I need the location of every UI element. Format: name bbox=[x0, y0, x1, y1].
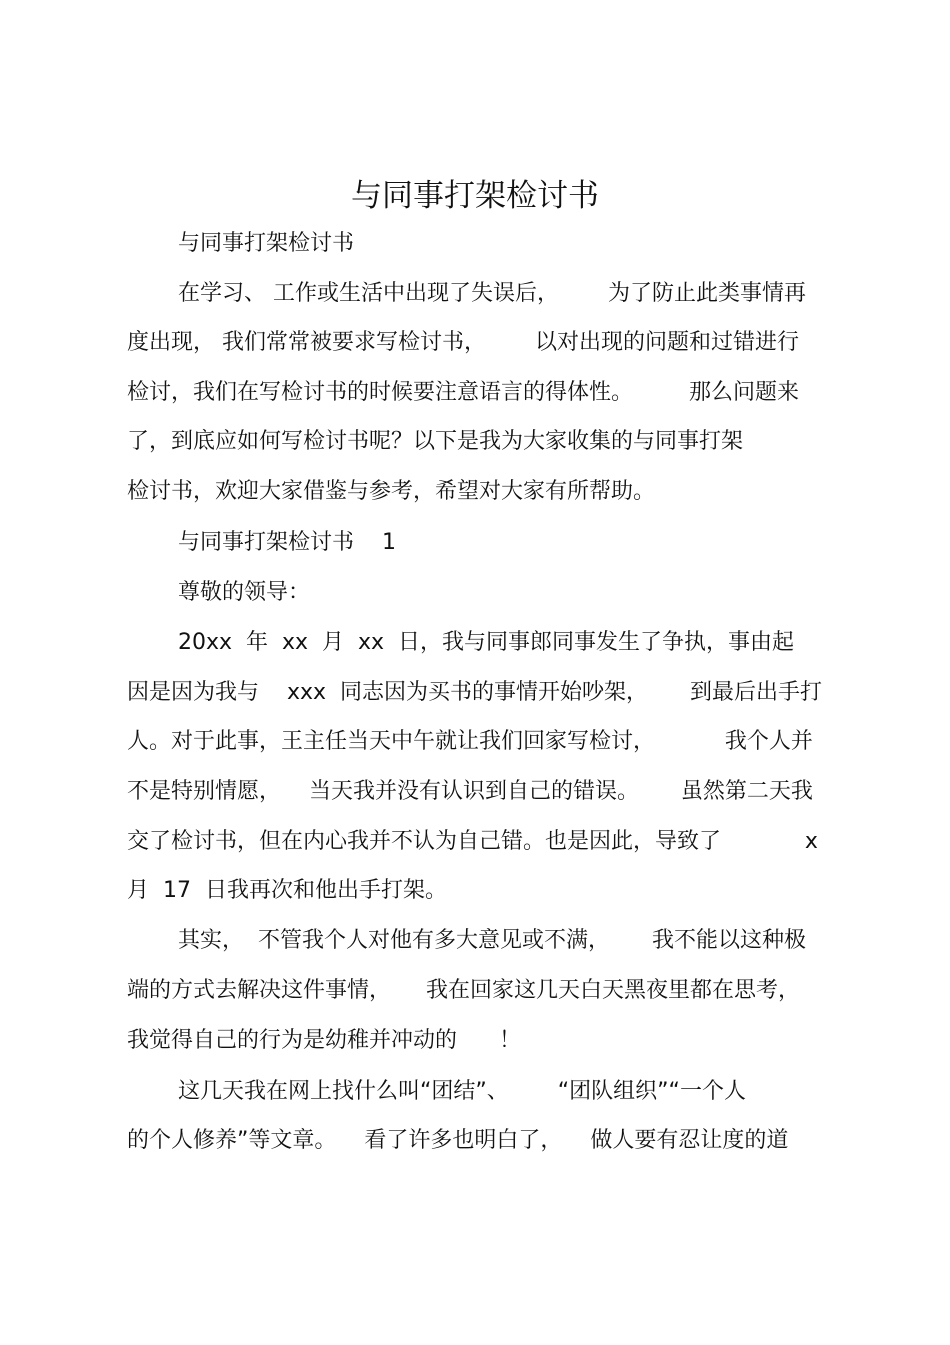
paragraph-line: 了，到底应如何写检讨书呢？以下是我为大家收集的与同事打架 bbox=[127, 429, 744, 454]
paragraph-line: 检讨书，欢迎大家借鉴与参考，希望对大家有所帮助。 bbox=[127, 479, 656, 504]
paragraph-line: 不是特别情愿， 当天我并没有认识到自己的错误。 虽然第二天我 bbox=[127, 779, 813, 804]
subtitle-line: 与同事打架检讨书 bbox=[178, 231, 355, 256]
paragraph-line: 度出现， 我们常常被要求写检讨书， 以对出现的问题和过错进行 bbox=[127, 330, 799, 355]
section-heading: 与同事打架检讨书 1 bbox=[178, 530, 396, 555]
paragraph-line: 我觉得自己的行为是幼稚并冲动的 ！ bbox=[127, 1028, 521, 1053]
paragraph-line: 这几天我在网上找什么叫“团结”、 “团队组织”“一个人 bbox=[178, 1079, 746, 1104]
paragraph-line: 20xx 年 xx 月 xx 日，我与同事郎同事发生了争执，事由起 bbox=[178, 630, 795, 655]
paragraph-line: 月 17 日我再次和他出手打架。 bbox=[127, 878, 447, 903]
paragraph-line: 检讨，我们在写检讨书的时候要注意语言的得体性。 那么问题来 bbox=[127, 380, 799, 405]
paragraph-line: 端的方式去解决这件事情， 我在回家这几天白天黑夜里都在思考， bbox=[127, 978, 800, 1003]
paragraph-line: 其实， 不管我个人对他有多大意见或不满， 我不能以这种极 bbox=[178, 928, 806, 953]
paragraph-line: 因是因为我与 xxx 同志因为买书的事情开始吵架， 到最后出手打 bbox=[127, 680, 822, 705]
paragraph-line: 的个人修养”等文章。 看了许多也明白了， 做人要有忍让度的道 bbox=[127, 1128, 789, 1153]
salutation: 尊敬的领导： bbox=[178, 580, 311, 605]
paragraph-line: 人。对于此事，王主任当天中午就让我们回家写检讨， 我个人并 bbox=[127, 729, 813, 754]
document-title: 与同事打架检讨书 bbox=[351, 178, 599, 214]
paragraph-line: 交了检讨书，但在内心我并不认为自己错。也是因此，导致了 x bbox=[127, 829, 818, 854]
paragraph-line: 在学习、 工作或生活中出现了失误后， 为了防止此类事情再 bbox=[178, 281, 806, 306]
